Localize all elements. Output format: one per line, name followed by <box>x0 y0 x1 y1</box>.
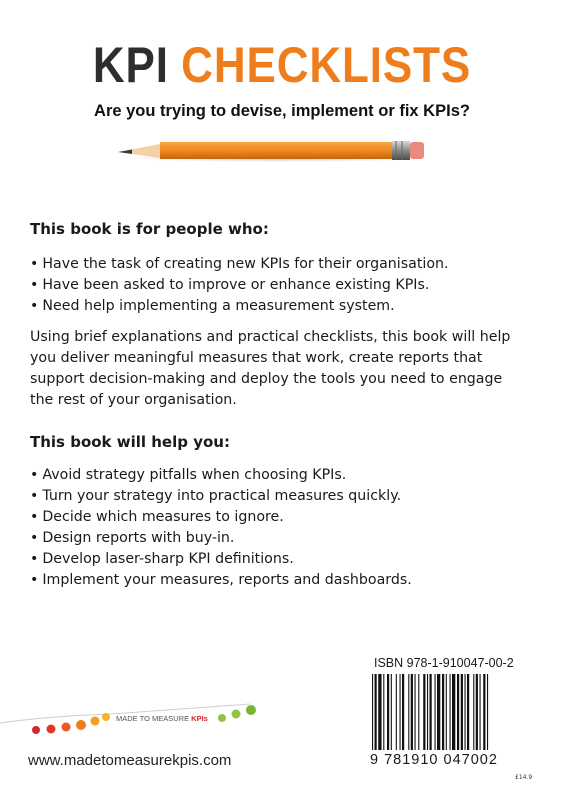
list-item-text: Implement your measures, reports and dashboards. <box>42 572 412 588</box>
benefits-list <box>30 465 540 591</box>
barcode-bar <box>452 674 455 750</box>
bullet: • <box>30 509 39 525</box>
barcode-bar <box>467 674 469 750</box>
list-item-text: Develop laser-sharp KPI definitions. <box>42 551 294 567</box>
barcode-bar <box>476 674 478 750</box>
barcode-bar <box>383 674 384 750</box>
barcode-bar <box>430 674 432 750</box>
logo-suffix: KPIs <box>191 714 208 723</box>
description-line: you deliver meaningful measures that work, create reports that <box>30 350 483 366</box>
subtitle: Are you trying to devise, implement or fix KPIs? <box>94 102 470 120</box>
barcode-bar <box>461 674 463 750</box>
publisher-logo-text <box>116 714 208 723</box>
logo-prefix: MADE TO MEASURE <box>116 714 190 723</box>
barcode-bar <box>487 674 488 750</box>
benefits-heading: This book will help you: <box>30 433 230 451</box>
benefits-section <box>30 432 540 591</box>
pencil-icon <box>118 132 428 164</box>
list-item-text: Decide which measures to ignore. <box>42 509 284 525</box>
audience-heading: This book is for people who: <box>30 220 269 238</box>
list-item-text: Turn your strategy into practical measures quickly. <box>42 488 402 504</box>
barcode <box>370 674 530 754</box>
description-line: Using brief explanations and practical checklists, this book will help <box>30 329 511 345</box>
barcode-bar <box>427 674 428 750</box>
website-url[interactable]: www.madetomeasurekpis.com <box>28 752 232 769</box>
bullet: • <box>30 467 39 483</box>
barcode-bar <box>378 674 381 750</box>
list-item <box>30 254 540 275</box>
barcode-bar <box>418 674 419 750</box>
list-item <box>30 528 540 549</box>
barcode-bar <box>408 674 409 750</box>
list-item-text: Design reports with buy-in. <box>42 530 235 546</box>
title-kpi: KPI <box>92 37 169 93</box>
bullet: • <box>30 277 39 293</box>
barcode-bar <box>465 674 466 750</box>
barcode-bar <box>396 674 397 750</box>
description-line: support decision-making and deploy the tools you need to engage <box>30 371 503 387</box>
barcode-bar <box>402 674 404 750</box>
list-item-text: Have been asked to improve or enhance existing KPIs. <box>42 277 430 293</box>
barcode-bar <box>435 674 436 750</box>
list-item-text: Have the task of creating new KPIs for their organisation. <box>42 256 449 272</box>
barcode-bar <box>442 674 444 750</box>
list-item <box>30 296 540 317</box>
barcode-bar <box>450 674 451 750</box>
barcode-bar <box>411 674 413 750</box>
barcode-bar <box>391 674 392 750</box>
bullet: • <box>30 488 39 504</box>
barcode-bar <box>457 674 459 750</box>
list-item <box>30 486 540 507</box>
bullet: • <box>30 256 39 272</box>
barcode-digits: 9 781910 047002 <box>370 752 498 768</box>
isbn-label: ISBN 978-1-910047-00-2 <box>374 656 514 670</box>
price-label: £14.9 <box>515 774 533 781</box>
bullet: • <box>30 298 39 314</box>
list-item <box>30 507 540 528</box>
barcode-bar <box>480 674 481 750</box>
audience-list <box>30 254 540 317</box>
barcode-bar <box>415 674 416 750</box>
list-item <box>30 570 540 591</box>
audience-section <box>30 219 540 317</box>
barcode-bar <box>372 674 373 750</box>
barcode-bar <box>473 674 474 750</box>
barcode-bar <box>483 674 485 750</box>
barcode-bar <box>437 674 440 750</box>
list-item <box>30 465 540 486</box>
list-item-text: Avoid strategy pitfalls when choosing KPIs. <box>42 467 347 483</box>
list-item <box>30 549 540 570</box>
bullet: • <box>30 530 39 546</box>
bullet: • <box>30 572 39 588</box>
barcode-bar <box>387 674 389 750</box>
list-item-text: Need help implementing a measurement system. <box>42 298 395 314</box>
barcode-bar <box>446 674 447 750</box>
barcode-bar <box>423 674 425 750</box>
bullet: • <box>30 551 39 567</box>
description-line: the rest of your organisation. <box>30 392 237 408</box>
list-item <box>30 275 540 296</box>
barcode-bar <box>400 674 401 750</box>
description-paragraph <box>30 327 535 411</box>
title-checklists: CHECKLISTS <box>181 37 472 93</box>
book-title <box>34 36 530 94</box>
barcode-bar <box>375 674 377 750</box>
